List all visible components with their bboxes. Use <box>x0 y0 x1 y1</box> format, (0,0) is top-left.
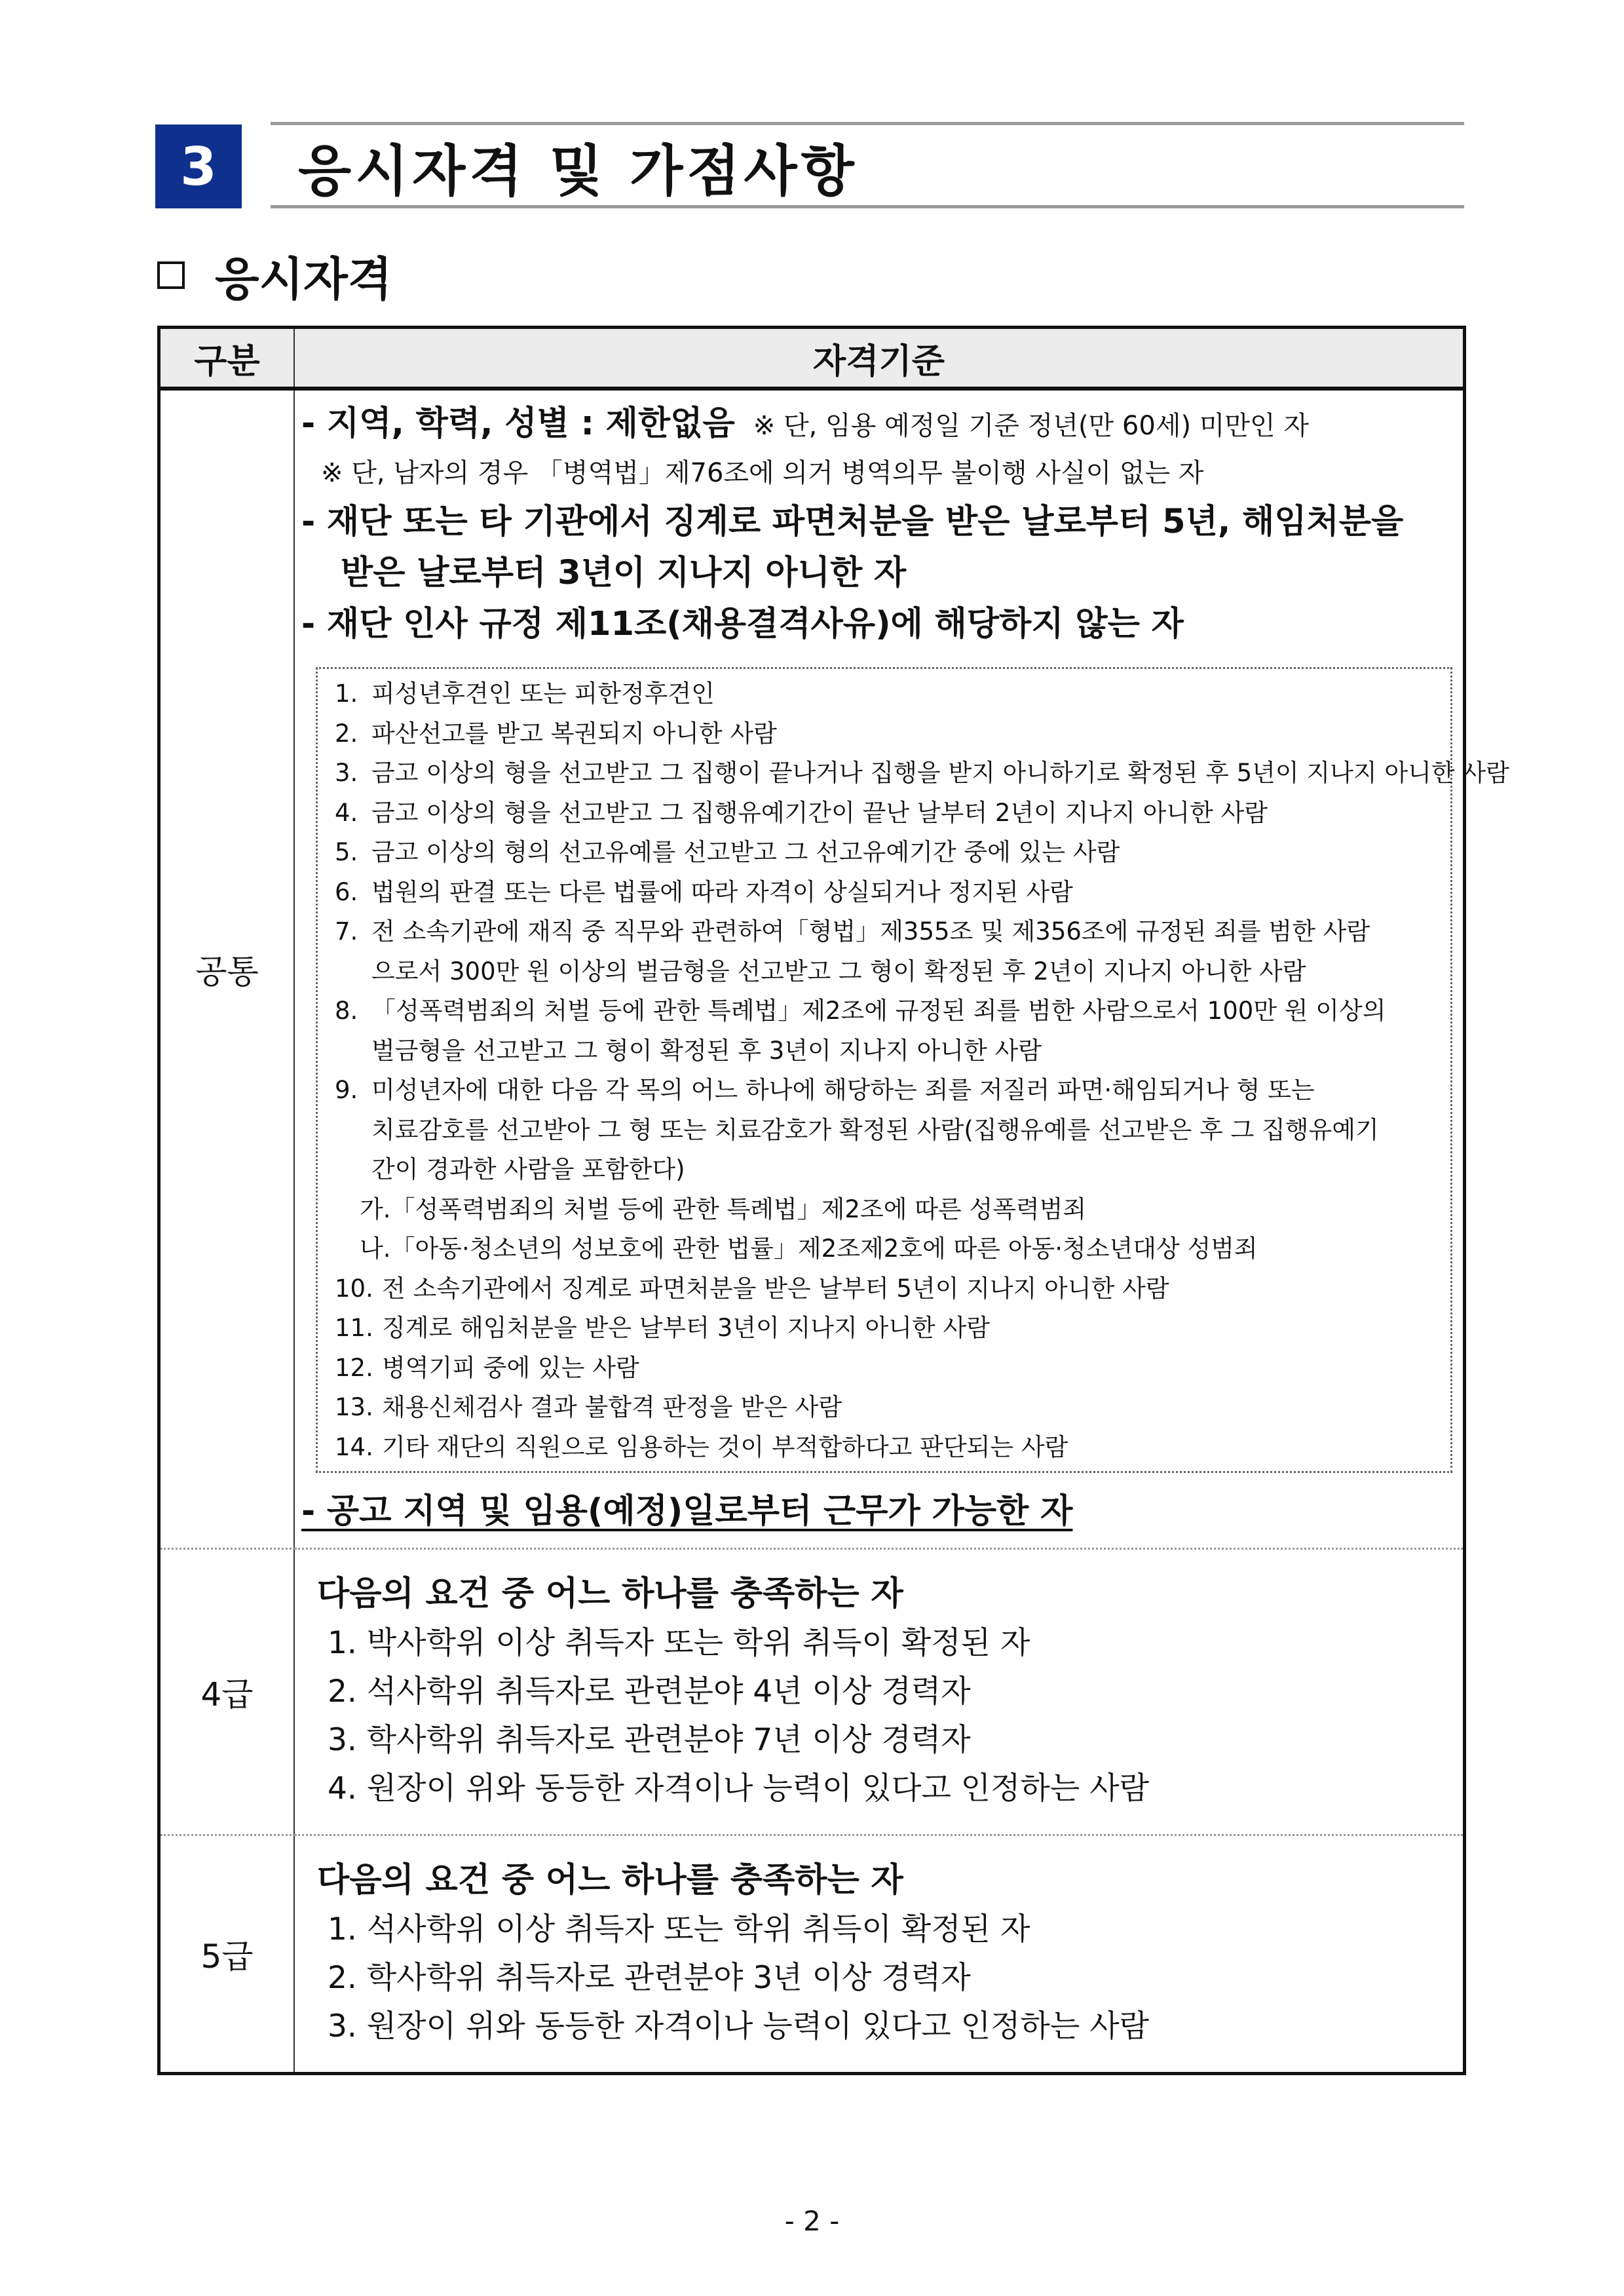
subsection-heading <box>157 242 392 308</box>
list-item <box>318 1349 1450 1388</box>
grade4-criteria-cell <box>294 1549 1465 1835</box>
criteria-line: - 재단 또는 타 기관에서 징계로 파면처분을 받은 날로부터 5년, 해임처분을 <box>301 503 1404 541</box>
criteria-text: - 지역, 학력, 성별 : 제한없음 <box>301 404 735 443</box>
list-item <box>318 1071 1450 1111</box>
criteria-note-line: ※ 단, 남자의 경우 「병역법」제76조에 의거 병역의무 불이행 사실이 없는 자 <box>321 458 1204 488</box>
item-number: 11. <box>335 1314 373 1342</box>
item-number: 6. <box>335 877 358 906</box>
item-text: 기타 재단의 직원으로 임용하는 것이 부적합하다고 판단되는 사람 <box>382 1432 1068 1461</box>
item-number: 13. <box>335 1393 373 1421</box>
list-subitem: 나.「아동·청소년의 성보호에 관한 법률」제2조제2호에 따른 아동·청소년대상 성범죄 <box>360 1234 1258 1263</box>
list-item <box>318 912 1450 952</box>
criteria-line-last: - 공고 지역 및 임용(예정)일로부터 근무가 가능한 자 <box>301 1492 1073 1531</box>
list-item <box>318 833 1450 873</box>
list-item: 2. 학사학위 취득자로 관련분야 3년 이상 경력자 <box>328 1960 971 1996</box>
list-item-continuation: 으로서 300만 원 이상의 벌금형을 선고받고 그 형이 확정된 후 2년이 지나지 아니한 사람 <box>371 957 1306 985</box>
criteria-line <box>301 398 1463 450</box>
list-item <box>318 714 1450 754</box>
column-header-criteria: 자격기준 <box>294 328 1465 389</box>
list-item <box>318 873 1450 913</box>
item-number: 3. <box>335 759 358 787</box>
item-number: 12. <box>335 1353 373 1382</box>
criteria-note: ※ 단, 임용 예정일 기준 정년(만 60세) 미만인 자 <box>753 411 1310 441</box>
list-subitem: 가.「성폭력범죄의 처벌 등에 관한 특례법」제2조에 따른 성폭력범죄 <box>360 1195 1087 1223</box>
item-text: 금고 이상의 형의 선고유예를 선고받고 그 선고유예기간 중에 있는 사람 <box>371 838 1120 866</box>
item-number: 8. <box>335 997 358 1025</box>
item-text: 전 소속기관에서 징계로 파면처분을 받은 날부터 5년이 지나지 아니한 사람 <box>382 1274 1169 1303</box>
row-label-common: 공통 <box>159 389 295 1549</box>
section-number: 3 <box>180 136 217 197</box>
subsection-title: 응시자격 <box>215 252 392 306</box>
item-number: 10. <box>335 1274 373 1303</box>
item-text: 징계로 해임처분을 받은 날부터 3년이 지나지 아니한 사람 <box>382 1314 990 1342</box>
common-criteria-cell <box>294 389 1509 1549</box>
page-number: - 2 - <box>784 2205 840 2237</box>
column-header-category: 구분 <box>159 328 295 389</box>
item-text: 채용신체검사 결과 불합격 판정을 받은 사람 <box>382 1393 842 1421</box>
item-text: 전 소속기관에 재직 중 직무와 관련하여「형법」제355조 및 제356조에 규정된 죄를 범한 사람 <box>371 917 1370 946</box>
table-header-row <box>159 328 1465 389</box>
item-text: 「성폭력범죄의 처벌 등에 관한 특례법」제2조에 규정된 죄를 범한 사람으로서 100만 원 이상의 <box>371 997 1386 1025</box>
item-number: 9. <box>335 1076 358 1104</box>
list-item <box>318 1388 1450 1428</box>
grade5-criteria-cell <box>294 1835 1465 2074</box>
section-number-badge <box>155 124 242 208</box>
item-text: 미성년자에 대한 다음 각 목의 어느 하나에 해당하는 죄를 저질러 파면·해임되거나 형 또는 <box>371 1076 1315 1104</box>
disqualification-list <box>316 667 1509 1473</box>
checkbox-square-icon <box>157 261 185 289</box>
list-item: 1. 석사학위 이상 취득자 또는 학위 취득이 확정된 자 <box>328 1911 1030 1947</box>
table-row-grade5 <box>159 1835 1465 2074</box>
row-label-grade5: 5급 <box>159 1835 295 2074</box>
criteria-line: 받은 날로부터 3년이 지나지 아니한 자 <box>341 554 907 592</box>
list-item: 4. 원장이 위와 동등한 자격이나 능력이 있다고 인정하는 사람 <box>328 1770 1150 1807</box>
list-item-continuation: 간이 경과한 사람을 포함한다) <box>371 1155 685 1183</box>
list-item <box>318 794 1450 833</box>
grade5-heading: 다음의 요건 중 어느 하나를 충족하는 자 <box>317 1861 903 1900</box>
item-number: 7. <box>335 917 358 946</box>
list-item-continuation: 벌금형을 선고받고 그 형이 확정된 후 3년이 지나지 아니한 사람 <box>371 1036 1042 1065</box>
section-title: 응시자격 및 가점사항 <box>298 138 858 203</box>
item-number: 5. <box>335 838 358 866</box>
list-item-continuation: 치료감호를 선고받아 그 형 또는 치료감호가 확정된 사람(집행유예를 선고받은 후 그 집행유예기 <box>371 1115 1379 1144</box>
list-item <box>318 1428 1450 1468</box>
table-row-grade4 <box>159 1549 1465 1835</box>
row-label-grade4: 4급 <box>159 1549 295 1835</box>
list-item: 3. 원장이 위와 동등한 자격이나 능력이 있다고 인정하는 사람 <box>328 2008 1150 2044</box>
item-number: 2. <box>335 719 358 748</box>
list-item <box>318 674 1450 714</box>
table-row-common <box>159 389 1465 1549</box>
list-item: 3. 학사학위 취득자로 관련분야 7년 이상 경력자 <box>328 1722 971 1758</box>
grade4-heading: 다음의 요건 중 어느 하나를 충족하는 자 <box>317 1575 903 1613</box>
item-text: 파산선고를 받고 복권되지 아니한 사람 <box>371 719 777 748</box>
item-text: 피성년후견인 또는 피한정후견인 <box>371 679 715 708</box>
item-number: 4. <box>335 798 358 827</box>
item-text: 금고 이상의 형을 선고받고 그 집행이 끝나거나 집행을 받지 아니하기로 확정된 후 5년이 지나지 아니한 사람 <box>371 759 1509 787</box>
item-number: 14. <box>335 1432 373 1461</box>
item-text: 금고 이상의 형을 선고받고 그 집행유예기간이 끝난 날부터 2년이 지나지 아니한 사람 <box>371 798 1268 827</box>
list-item: 2. 석사학위 취득자로 관련분야 4년 이상 경력자 <box>328 1674 971 1710</box>
criteria-line: - 재단 인사 규정 제11조(채용결격사유)에 해당하지 않는 자 <box>301 605 1184 643</box>
item-text: 법원의 판결 또는 다른 법률에 따라 자격이 상실되거나 정지된 사람 <box>371 877 1073 906</box>
list-item: 1. 박사학위 이상 취득자 또는 학위 취득이 확정된 자 <box>328 1625 1030 1661</box>
item-number: 1. <box>335 679 358 708</box>
item-text: 병역기피 중에 있는 사람 <box>382 1353 639 1382</box>
list-item <box>318 991 1450 1031</box>
list-item <box>318 754 1509 794</box>
list-item <box>318 1309 1450 1349</box>
list-item <box>318 1269 1450 1309</box>
qualification-table <box>157 326 1509 2075</box>
